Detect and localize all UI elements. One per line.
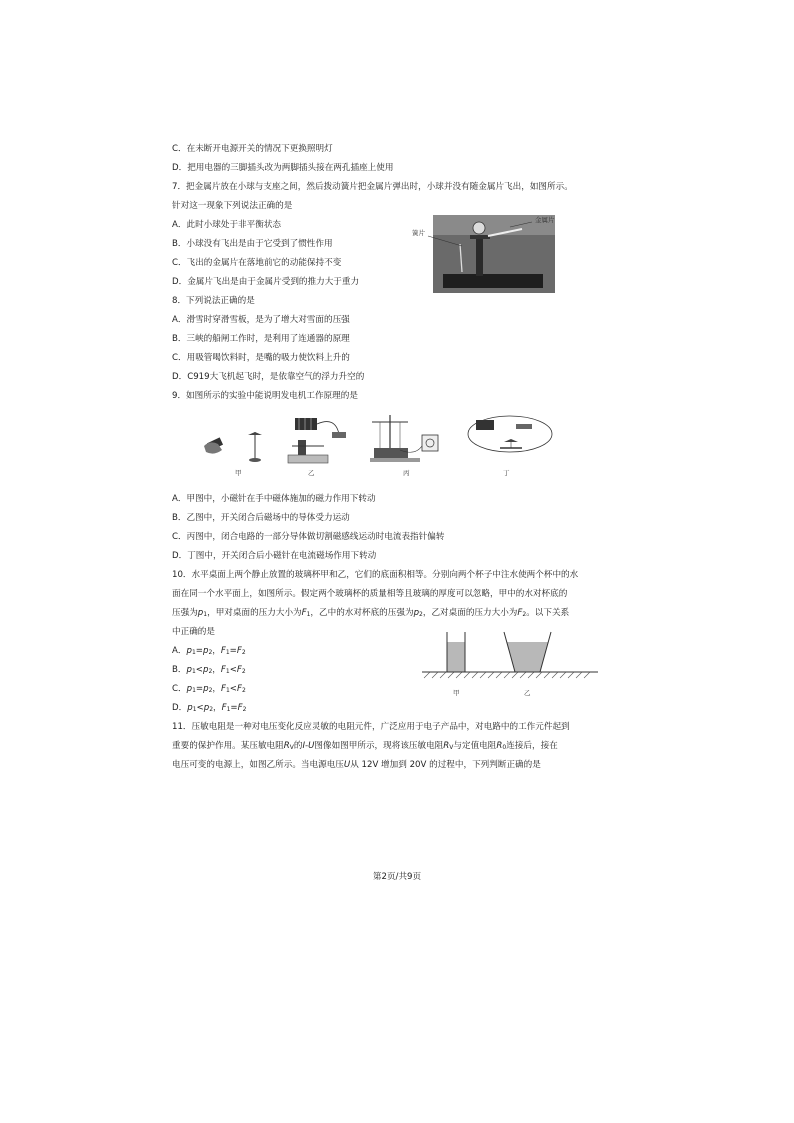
caption-cup-yi: 乙	[524, 689, 531, 697]
cup-jia-water	[447, 642, 465, 672]
question-9-stem: 9．如图所示的实验中能说明发电机工作原理的是	[172, 391, 358, 401]
ball	[473, 222, 485, 234]
question-11-stem: 11．压敏电阻是一种对电压变化反应灵敏的电阻元件，广泛应用于电子产品中，对电路中的工作元件起到	[172, 722, 570, 732]
page-footer: 第2页/共9页	[372, 872, 422, 882]
label-spring: 簧片	[412, 229, 425, 237]
question-7-stem-cont: 针对这一现象下列说法正确的是	[172, 201, 293, 211]
option-10-a: A．p1=p2，F1=F2	[172, 646, 246, 656]
figure-9-b	[288, 418, 346, 463]
option-10-d: D．p1<p2，F1=F2	[172, 703, 247, 713]
hatch-lines	[424, 672, 590, 678]
option-10-b: B．p1<p2，F1<F2	[172, 665, 246, 675]
option-8-d: D．C919大飞机起飞时，是依靠空气的浮力升空的	[172, 372, 365, 382]
option-7-c: C．飞出的金属片在落地前它的动能保持不变	[172, 258, 342, 268]
question-10-stem-3: 压强为p1，甲对桌面的压力大小为F1，乙中的水对杯底的压强为p2，乙对桌面的压力大小为F2。以下关系	[172, 608, 570, 618]
option-8-c: C．用吸管喝饮料时，是嘴的吸力使饮料上升的	[172, 353, 350, 363]
figure-10-svg	[420, 628, 600, 688]
question-11-stem-3: 电压可变的电源上，如图乙所示。当电源电压U从 12V 增加到 20V 的过程中，下列判断正确的是	[172, 760, 541, 770]
table-hatch	[424, 672, 590, 678]
figure-7-photo	[410, 210, 580, 295]
stand-top	[470, 235, 490, 239]
switch-d	[516, 424, 532, 429]
question-11-stem-2: 重要的保护作用。某压敏电阻RV的I-U图像如图甲所示，现将该压敏电阻RV与定值电阻R0连接后，接在	[172, 741, 558, 751]
question-10-stem-2: 面在同一个水平面上，如图所示。假定两个玻璃杯的质量相等且玻璃的厚度可以忽略，甲中的水对杯底的	[172, 589, 568, 599]
figure-9-c	[370, 415, 438, 462]
option-7prev-c: C．在未断开电源开关的情况下更换照明灯	[172, 144, 333, 154]
option-7prev-d: D．把用电器的三脚插头改为两脚插头接在两孔插座上使用	[172, 163, 394, 173]
stand-post	[476, 238, 483, 276]
label-metal: 金属片	[535, 216, 555, 224]
battery-d	[476, 420, 494, 430]
compass-needle	[248, 432, 262, 435]
magnet	[298, 440, 306, 455]
option-9-c: C．丙图中，闭合电路的一部分导体做切割磁感线运动时电流表指针偏转	[172, 532, 445, 542]
caption-bing: 丙	[403, 469, 410, 477]
figure-9	[200, 410, 560, 480]
option-9-b: B．乙图中，开关闭合后磁场中的导体受力运动	[172, 513, 350, 523]
option-8-a: A．滑雪时穿滑雪板，是为了增大对雪面的压强	[172, 315, 350, 325]
option-7-b: B．小球没有飞出是由于它受到了惯性作用	[172, 239, 333, 249]
stand-foot	[249, 458, 261, 462]
option-9-a: A．甲图中，小磁针在手中磁体施加的磁力作用下转动	[172, 494, 376, 504]
question-10-stem: 10．水平桌面上两个静止放置的玻璃杯甲和乙，它们的底面积相等。分别向两个杯子中注水使两个杯中的水	[172, 570, 579, 580]
battery	[295, 418, 317, 430]
switch-b	[332, 432, 346, 438]
option-9-d: D．丁图中，开关闭合后小磁针在电流磁场作用下转动	[172, 551, 377, 561]
option-7-a: A．此时小球处于非平衡状态	[172, 220, 282, 230]
cup-yi-water	[507, 642, 548, 672]
ammeter	[422, 435, 438, 451]
option-10-c: C．p1=p2，F1<F2	[172, 684, 246, 694]
caption-yi: 乙	[308, 469, 315, 477]
u-magnet	[374, 448, 408, 458]
question-10-stem-4: 中正确的是	[172, 627, 215, 637]
option-7-d: D．金属片飞出是由于金属片受到的推力大于重力	[172, 277, 360, 287]
caption-cup-jia: 甲	[453, 689, 460, 697]
compass-d	[504, 439, 518, 442]
caption-ding: 丁	[503, 469, 510, 477]
caption-jia: 甲	[235, 469, 242, 477]
figure-9-d	[468, 416, 552, 452]
question-7-stem: 7．把金属片放在小球与支座之间，然后拨动簧片把金属片弹出时，小球并没有随金属片飞出，如图所示。	[172, 182, 573, 192]
figure-10	[420, 628, 600, 700]
question-8-stem: 8．下列说法正确的是	[172, 296, 255, 306]
stand-base	[443, 274, 543, 288]
option-8-b: B．三峡的船闸工作时，是利用了连通器的原理	[172, 334, 350, 344]
base-board	[288, 455, 328, 463]
base-c	[370, 458, 420, 462]
figure-9-a	[204, 432, 262, 462]
